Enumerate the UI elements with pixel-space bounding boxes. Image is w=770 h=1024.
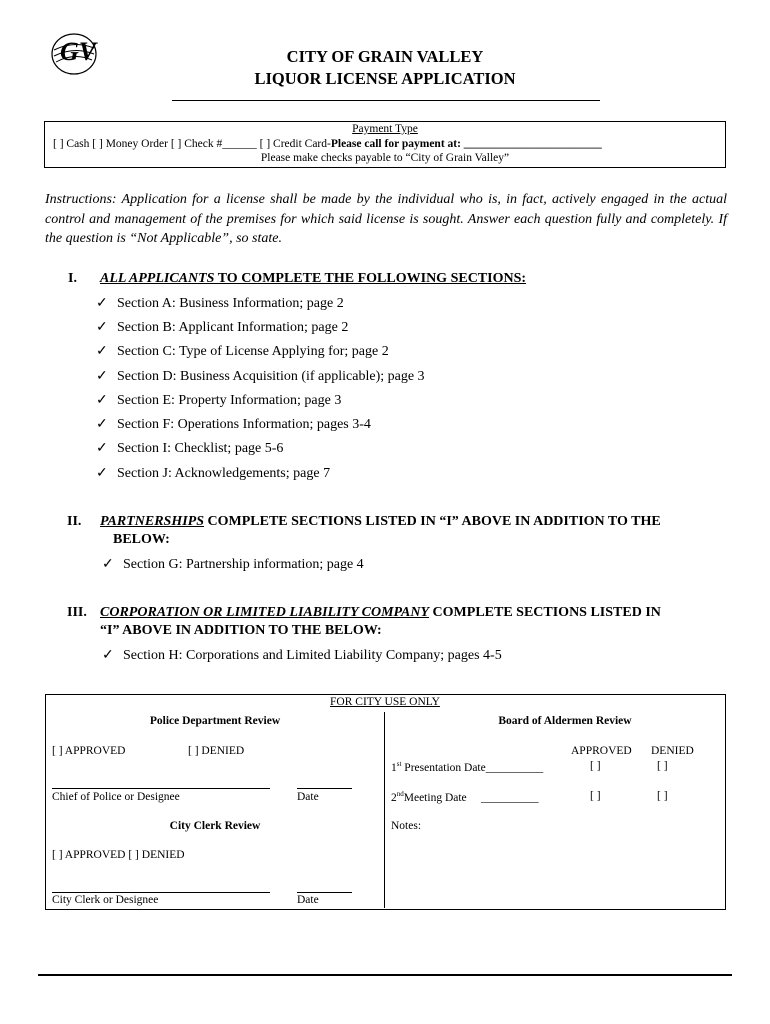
page-subtitle: LIQUOR LICENSE APPLICATION	[254, 69, 516, 88]
payment-type-box	[44, 121, 726, 168]
section-three-heading: CORPORATION OR LIMITED LIABILITY COMPANY COMPLETE SECTIONS LISTED IN	[100, 605, 661, 620]
list-item: ✓ Section G: Partnership information; page 4	[102, 557, 364, 572]
notes-label: Notes:	[391, 820, 422, 832]
board-approved-column: APPROVED	[571, 745, 632, 757]
list-item: ✓ Section J: Acknowledgements; page 7	[96, 466, 331, 481]
list-item: ✓ Section I: Checklist; page 5-6	[96, 441, 284, 456]
checkmark-icon: ✓	[96, 320, 108, 335]
row1-approved-box[interactable]: [ ]	[590, 760, 601, 772]
section-three-heading-cont: “I” ABOVE IN ADDITION TO THE BELOW:	[100, 623, 382, 638]
page-title: CITY OF GRAIN VALLEY	[286, 47, 484, 66]
clerk-date-label: Date	[297, 894, 319, 906]
section-three-numeral: III.	[67, 605, 87, 620]
checkmark-icon: ✓	[96, 344, 108, 359]
city-use-heading: FOR CITY USE ONLY	[330, 696, 440, 708]
clerk-signature-line[interactable]	[52, 892, 270, 893]
section-one-numeral: I.	[68, 271, 77, 286]
checkmark-icon: ✓	[102, 648, 114, 663]
police-signature-line[interactable]	[52, 788, 270, 789]
police-denied-checkbox[interactable]: [ ] DENIED	[188, 745, 245, 757]
checkmark-icon: ✓	[102, 557, 114, 572]
list-item: ✓ Section D: Business Acquisition (if applicable); page 3	[96, 369, 425, 384]
board-denied-column: DENIED	[651, 745, 694, 757]
clerk-signature-label: City Clerk or Designee	[52, 894, 159, 906]
section-two-numeral: II.	[67, 514, 82, 529]
list-item: ✓ Section B: Applicant Information; page 2	[96, 320, 349, 335]
second-meeting-date[interactable]: 2ndMeeting Date __________	[391, 790, 539, 804]
payment-options: [ ] Cash [ ] Money Order [ ] Check #______ [ ] Credit Card-Please call for payment at: ________________________	[53, 138, 602, 150]
payment-type-heading: Payment Type	[352, 123, 418, 135]
checkmark-icon: ✓	[96, 466, 108, 481]
police-review-heading: Police Department Review	[149, 715, 281, 727]
city-use-divider	[384, 712, 385, 908]
list-item: ✓ Section H: Corporations and Limited Liability Company; pages 4-5	[102, 648, 502, 663]
row2-approved-box[interactable]: [ ]	[590, 790, 601, 802]
clerk-approved-denied-checkboxes[interactable]: [ ] APPROVED [ ] DENIED	[52, 849, 185, 861]
clerk-review-heading: City Clerk Review	[169, 820, 261, 832]
section-two-heading: PARTNERSHIPS COMPLETE SECTIONS LISTED IN “I” ABOVE IN ADDITION TO THE	[100, 514, 661, 529]
police-date-line[interactable]	[297, 788, 352, 789]
list-item: ✓ Section C: Type of License Applying for; page 2	[96, 344, 389, 359]
checkmark-icon: ✓	[96, 369, 108, 384]
clerk-date-line[interactable]	[297, 892, 352, 893]
police-signature-label: Chief of Police or Designee	[52, 791, 180, 803]
police-approved-checkbox[interactable]: [ ] APPROVED	[52, 745, 126, 757]
first-presentation-date[interactable]: 1st Presentation Date__________	[391, 760, 544, 774]
row1-denied-box[interactable]: [ ]	[657, 760, 668, 772]
instructions-text: Instructions: Application for a license shall be made by the individual who is, in fact, actively engaged in the actual control and management of the premises for which said license is sought. Answer each question fully and completely. If the question is “Not Applicable”, so state.	[45, 192, 727, 246]
title-divider	[172, 100, 600, 101]
section-one-heading: ALL APPLICANTS TO COMPLETE THE FOLLOWING SECTIONS:	[100, 271, 527, 286]
bottom-rule	[38, 974, 732, 976]
list-item: ✓ Section F: Operations Information; pages 3-4	[96, 417, 371, 432]
logo-text: GV	[60, 37, 97, 66]
police-date-label: Date	[297, 791, 319, 803]
checkmark-icon: ✓	[96, 296, 108, 311]
list-item: ✓ Section A: Business Information; page 2	[96, 296, 344, 311]
board-review-heading: Board of Aldermen Review	[498, 715, 632, 727]
row2-denied-box[interactable]: [ ]	[657, 790, 668, 802]
list-item: ✓ Section E: Property Information; page 3	[96, 393, 342, 408]
payment-call-text: Please call for payment at: ________________________	[330, 138, 602, 150]
payable-note: Please make checks payable to “City of Grain Valley”	[260, 152, 510, 164]
checkmark-icon: ✓	[96, 417, 108, 432]
checkmark-icon: ✓	[96, 393, 108, 408]
section-two-heading-cont: BELOW:	[113, 532, 170, 547]
checkmark-icon: ✓	[96, 441, 108, 456]
